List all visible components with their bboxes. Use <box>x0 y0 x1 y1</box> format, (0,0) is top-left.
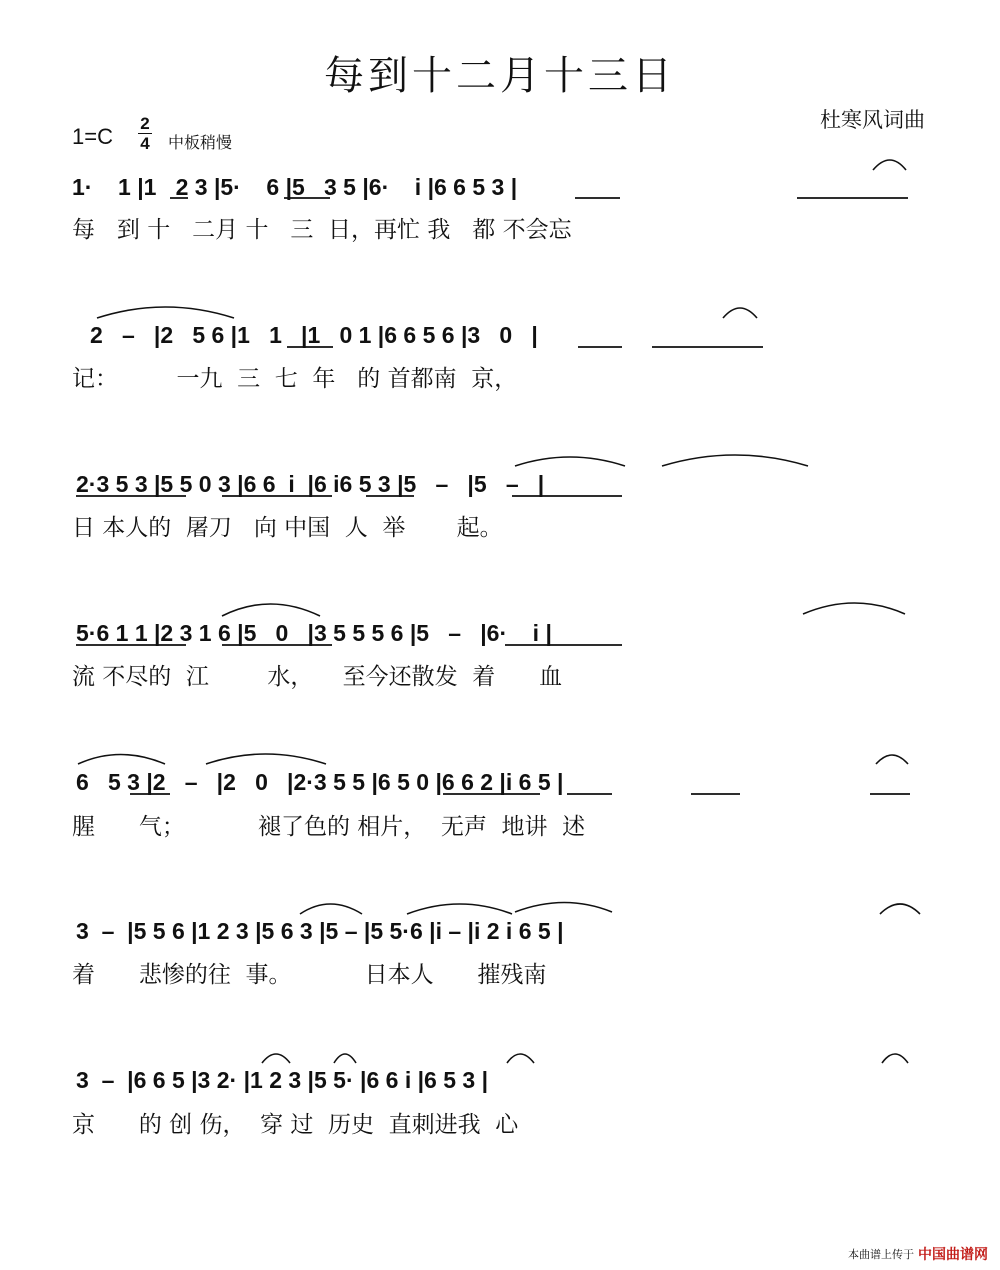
slur-mark <box>882 1054 908 1063</box>
lyric-line-3: 日 本人的 屠刀 向 中国 人 举 起。 <box>72 515 503 541</box>
slur-mark <box>407 904 512 914</box>
site-logo: 中国曲谱网 <box>918 1247 988 1263</box>
slur-mark <box>873 160 906 170</box>
tie-mark <box>97 307 234 318</box>
slur-mark <box>300 904 362 914</box>
lyric-line-6: 着 悲惨的往 事。 日本人 摧残南 <box>72 962 547 988</box>
song-title: 每到十二月十三日 <box>324 53 676 99</box>
notation-line-1: 1· 1 |1 2 3 |5· 6 |5 3 5 |6· i |6 6 5 3 | <box>72 174 518 200</box>
slur-mark <box>723 308 757 318</box>
tempo-marking: 中板稍慢 <box>168 133 233 152</box>
slur-mark <box>880 904 920 914</box>
footer-source <box>848 1244 988 1264</box>
tie-mark <box>662 455 808 466</box>
slur-mark <box>222 604 320 616</box>
lyric-line-7: 京 的 创 伤， 穿 过 历史 直刺进我 心 <box>72 1112 519 1138</box>
notation-line-5: 6 5 3 |2 – |2 0 |2·3 5 5 |6 5 0 |6 6 2 |i 6 5 | <box>76 769 564 795</box>
time-signature-bottom: 4 <box>140 134 150 153</box>
key-signature: 1=C <box>72 124 113 149</box>
notation-line-2: 2 – |2 5 6 |1 1 |1 0 1 |6 6 5 6 |3 0 | <box>90 322 538 348</box>
tie-mark <box>206 754 326 764</box>
slur-mark <box>515 457 625 466</box>
slur-mark <box>507 1054 534 1063</box>
tie-mark <box>515 903 612 913</box>
lyric-line-5: 腥 气； 褪了色的 相片， 无声 地讲 述 <box>72 814 586 840</box>
slur-mark <box>803 603 905 614</box>
notation-line-4: 5·6 1 1 |2 3 1 6 |5 0 |3 5 5 5 6 |5 – |6· i | <box>76 620 552 646</box>
lyric-line-4: 流 不尽的 江 水， 至今还散发 着 血 <box>72 664 563 690</box>
slur-mark <box>262 1054 290 1063</box>
slur-mark <box>78 755 165 765</box>
time-signature-top: 2 <box>140 114 150 133</box>
credit-lyricist-composer: 杜寒风词曲 <box>820 108 925 132</box>
notation-line-6: 3 – |5 5 6 |1 2 3 |5 6 3 |5 – |5 5·6 |i – |i 2 i 6 5 | <box>76 918 564 944</box>
footer-uploaded-text: 本曲谱上传于 <box>848 1248 914 1261</box>
lyric-line-1: 每 到 十 二月 十 三 日，再忙 我 都 不会忘 <box>72 217 572 243</box>
slur-mark <box>334 1054 356 1063</box>
lyric-line-2: 记： 一九 三 七 年 的 首都南 京， <box>72 366 518 392</box>
slur-mark <box>876 755 908 764</box>
notation-line-3: 2·3 5 3 |5 5 0 3 |6 6 i |6 i6 5 3 |5 – |5 – | <box>76 471 545 497</box>
notation-line-7: 3 – |6 6 5 |3 2· |1 2 3 |5 5· |6 6 i |6 5 3 | <box>76 1067 489 1093</box>
